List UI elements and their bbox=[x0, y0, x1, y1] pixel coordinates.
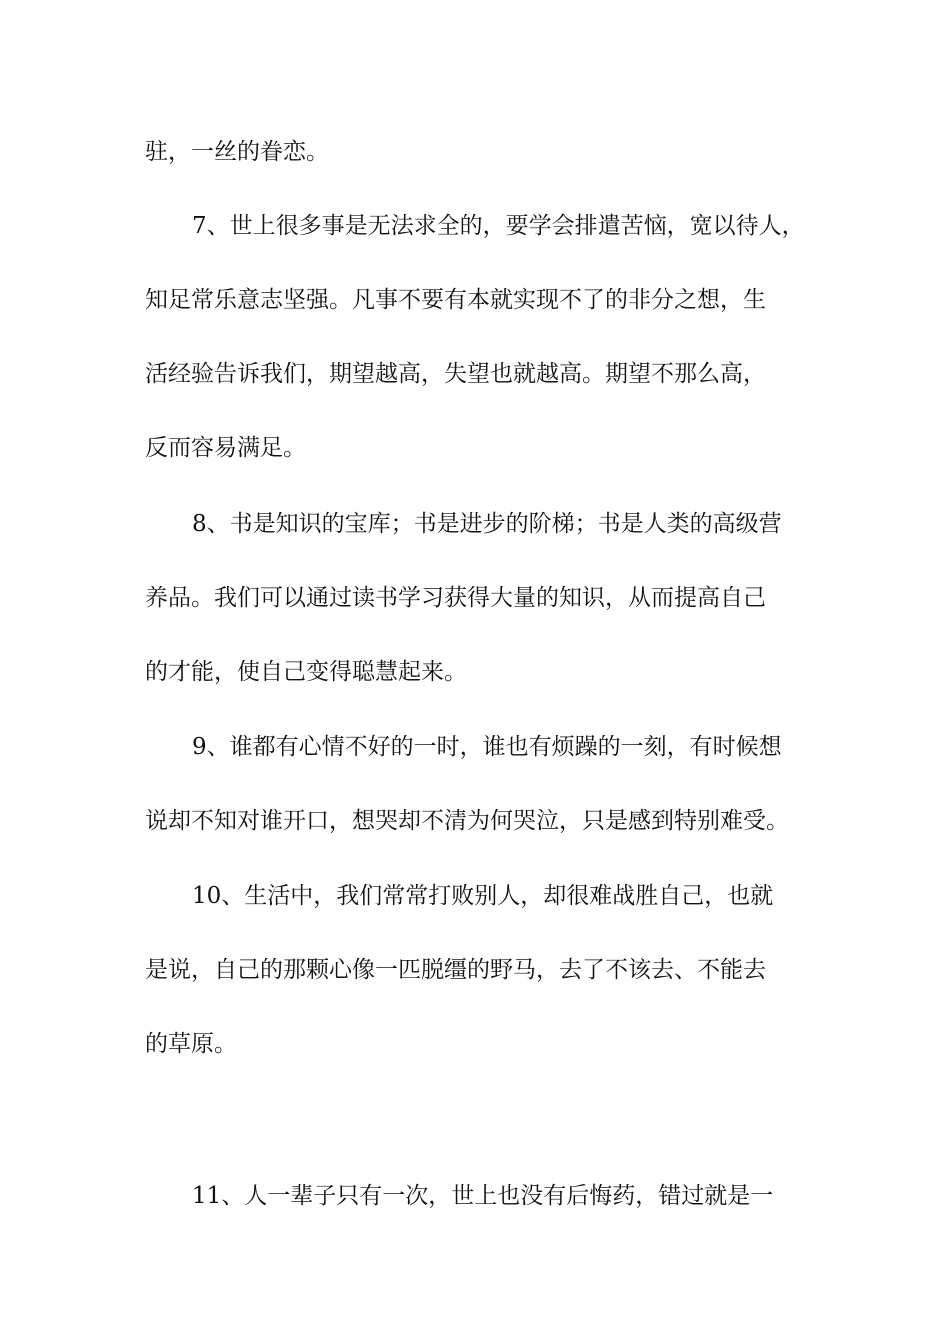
paragraph-8-line-3: 的才能，使自己变得聪慧起来。 bbox=[145, 659, 467, 685]
paragraph-10-line-2: 是说，自己的那颗心像一匹脱缰的野马，去了不该去、不能去 bbox=[145, 957, 766, 983]
paragraph-7-line-3: 活经验告诉我们，期望越高，失望也就越高。期望不那么高， bbox=[145, 361, 766, 387]
paragraph-9-line-2: 说却不知对谁开口，想哭却不清为何哭泣，只是感到特别难受。 bbox=[145, 808, 789, 834]
paragraph-7-line-4: 反而容易满足。 bbox=[145, 435, 306, 461]
paragraph-7-line-1: 7、世上很多事是无法求全的，要学会排遣苦恼，宽以待人， bbox=[192, 213, 805, 239]
paragraph-8-line-1: 8、书是知识的宝库；书是进步的阶梯；书是人类的高级营 bbox=[192, 511, 782, 537]
paragraph-9-line-1: 9、谁都有心情不好的一时，谁也有烦躁的一刻，有时候想 bbox=[192, 734, 782, 760]
paragraph-7-line-2: 知足常乐意志坚强。凡事不要有本就实现不了的非分之想，生 bbox=[145, 287, 766, 313]
paragraph-11-line-1: 11、人一辈子只有一次，世上也没有后悔药，错过就是一 bbox=[192, 1183, 774, 1209]
text-line-1: 驻，一丝的眷恋。 bbox=[145, 139, 329, 165]
paragraph-10-line-3: 的草原。 bbox=[145, 1031, 237, 1057]
paragraph-8-line-2: 养品。我们可以通过读书学习获得大量的知识，从而提高自己 bbox=[145, 585, 766, 611]
paragraph-10-line-1: 10、生活中，我们常常打败别人，却很难战胜自己，也就 bbox=[192, 883, 774, 909]
